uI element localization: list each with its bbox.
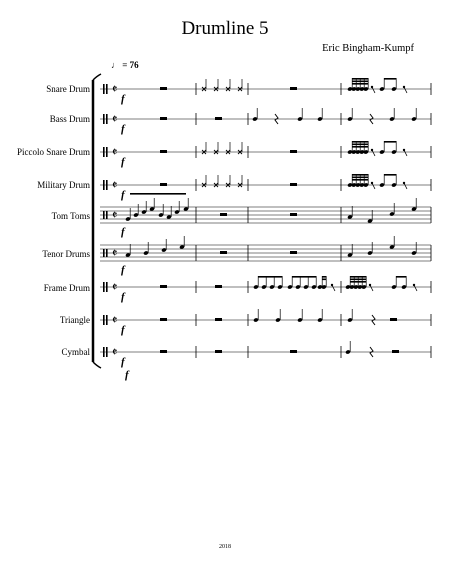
percussion-clef (106, 147, 108, 157)
instrument-label: Frame Drum (43, 283, 90, 293)
beam (352, 179, 368, 181)
eighth-rest (404, 150, 407, 156)
dynamic-forte: f (121, 324, 125, 336)
eighth-rest (372, 87, 375, 93)
time-signature: 𝄵 (112, 246, 118, 260)
percussion-clef (106, 282, 108, 292)
eighth-rest (370, 285, 373, 291)
percussion-clef (103, 147, 105, 157)
time-signature: 𝄵 (112, 178, 118, 192)
beam (384, 174, 396, 176)
time-signature: 𝄵 (112, 82, 118, 96)
whole-rest (290, 87, 297, 90)
beam (352, 83, 368, 85)
beam (352, 177, 368, 179)
dynamic-forte: f (121, 226, 125, 238)
whole-rest (160, 117, 167, 120)
eighth-rest (404, 183, 407, 189)
whole-rest (160, 285, 167, 288)
percussion-clef (106, 180, 108, 190)
eighth-rest (332, 285, 335, 291)
percussion-clef (103, 211, 105, 219)
instrument-label: Military Drum (37, 180, 90, 190)
time-signature: 𝄵 (112, 112, 118, 126)
whole-rest (290, 350, 297, 353)
page-footer: 2018 (219, 544, 231, 550)
beam (322, 276, 326, 278)
percussion-clef (103, 315, 105, 325)
whole-rest (290, 213, 297, 216)
percussion-clef (106, 315, 108, 325)
instrument-label: Cymbal (61, 347, 90, 357)
percussion-clef (103, 249, 105, 257)
beam (258, 276, 282, 278)
beam (130, 193, 186, 195)
time-signature: 𝄵 (112, 345, 118, 359)
beam (352, 141, 368, 143)
notes (125, 78, 417, 357)
whole-rest (215, 318, 222, 321)
eighth-rest (372, 183, 375, 189)
composer-name: Eric Bingham-Kumpf (322, 43, 414, 54)
whole-rest (215, 117, 222, 120)
dynamic-forte: f (121, 264, 125, 276)
percussion-clef (106, 84, 108, 94)
whole-rest (290, 251, 297, 254)
time-signature: 𝄵 (112, 145, 118, 159)
dynamic-forte: f (121, 189, 125, 201)
dynamic-forte: f (125, 369, 129, 381)
beam (352, 174, 368, 176)
beam (352, 81, 368, 83)
instrument-label: Bass Drum (49, 114, 90, 124)
beam (322, 279, 326, 281)
percussion-clef (103, 347, 105, 357)
bracket-bottom-hook (93, 362, 101, 368)
instrument-label: Snare Drum (46, 84, 90, 94)
whole-rest (392, 350, 399, 353)
whole-rest (215, 350, 222, 353)
whole-rest (220, 251, 227, 254)
instrument-label: Tom Toms (51, 211, 90, 221)
percussion-clef (103, 84, 105, 94)
percussion-clef (106, 347, 108, 357)
eighth-rest (372, 150, 375, 156)
whole-rest (160, 318, 167, 321)
percussion-clef (103, 282, 105, 292)
beam (352, 144, 368, 146)
whole-rest (160, 183, 167, 186)
dynamic-forte: f (121, 156, 125, 168)
dynamic-forte: f (121, 93, 125, 105)
beam (352, 146, 368, 148)
dynamic-forte: f (121, 291, 125, 303)
percussion-clef (103, 180, 105, 190)
instrument-label: Tenor Drums (42, 249, 90, 259)
whole-rest (160, 87, 167, 90)
whole-rest (160, 350, 167, 353)
whole-rest (215, 285, 222, 288)
eighth-rest (414, 285, 417, 291)
tempo-marking: ♩ = 76 (111, 60, 139, 70)
percussion-clef (106, 211, 108, 219)
bracket-top-hook (93, 74, 101, 80)
time-signature: 𝄵 (112, 280, 118, 294)
instrument-label: Triangle (59, 315, 90, 325)
score-title: Drumline 5 (181, 18, 269, 39)
whole-rest (390, 318, 397, 321)
whole-rest (290, 183, 297, 186)
dynamics (121, 93, 130, 381)
beam (396, 276, 406, 278)
time-signature: 𝄵 (112, 313, 118, 327)
instrument-label: Piccolo Snare Drum (17, 147, 90, 157)
whole-rest (290, 150, 297, 153)
percussion-clef (106, 114, 108, 124)
beam (350, 276, 366, 278)
beam (350, 281, 366, 283)
whole-rest (160, 150, 167, 153)
beam (292, 276, 316, 278)
percussion-clef (106, 249, 108, 257)
eighth-rest (404, 87, 407, 93)
beam (384, 141, 396, 143)
dynamic-forte: f (121, 356, 125, 368)
beam (384, 78, 396, 80)
staves (100, 82, 431, 359)
dynamic-forte: f (121, 123, 125, 135)
whole-rest (220, 213, 227, 216)
beam (352, 78, 368, 80)
percussion-clef (103, 114, 105, 124)
time-signature: 𝄵 (112, 208, 118, 222)
beam (350, 279, 366, 281)
